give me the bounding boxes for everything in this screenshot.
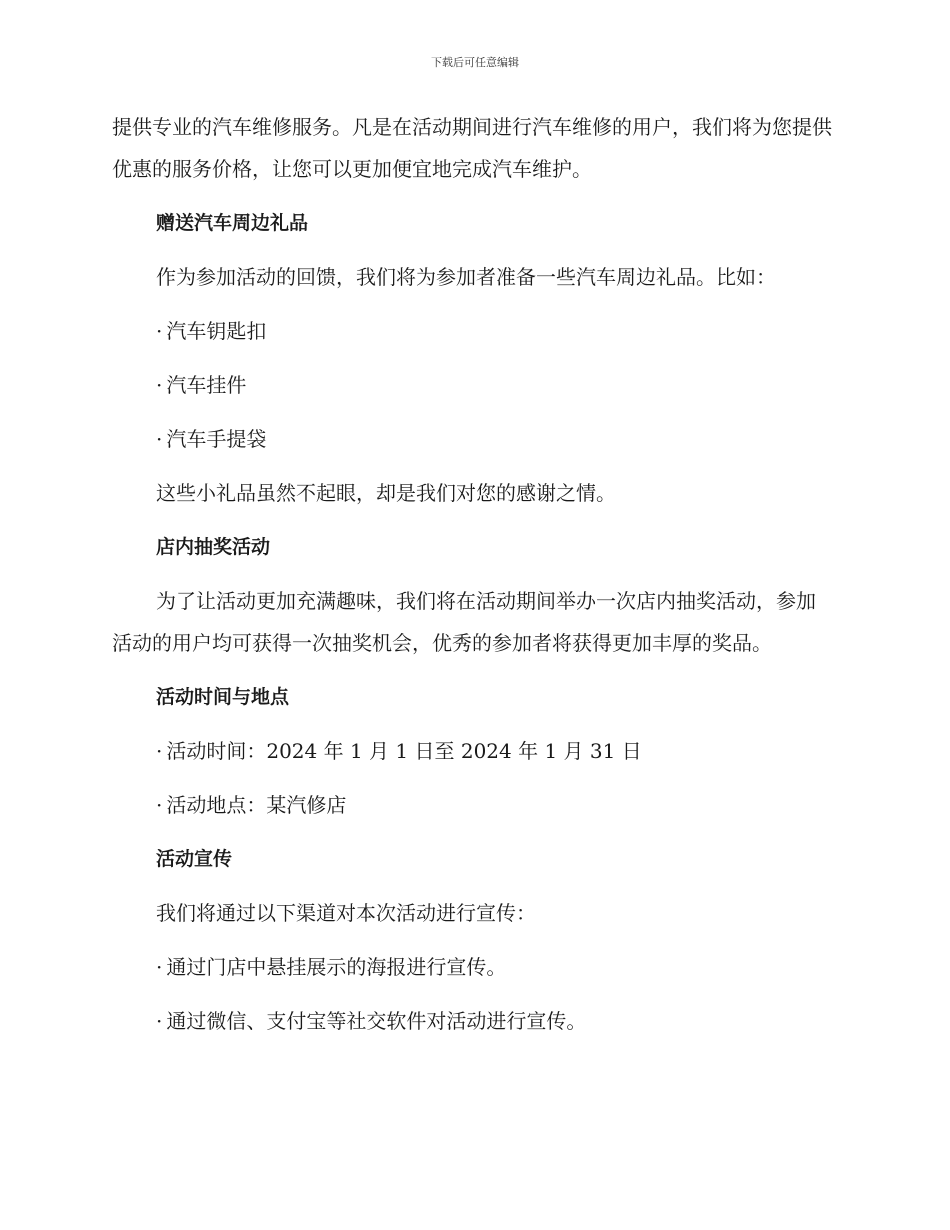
section-heading-time-place: 活动时间与地点 <box>156 686 290 708</box>
list-item: · 汽车挂件 <box>112 364 832 406</box>
list-item: · 通过门店中悬挂展示的海报进行宣传。 <box>112 946 832 988</box>
list-item: · 通过微信、支付宝等社交软件对活动进行宣传。 <box>112 1000 832 1042</box>
gift-intro: 作为参加活动的回馈，我们将为参加者准备一些汽车周边礼品。比如： <box>156 265 776 289</box>
section-heading-gift: 赠送汽车周边礼品 <box>156 212 309 234</box>
list-item: · 汽车钥匙扣 <box>112 310 832 352</box>
list-item: · 汽车手提袋 <box>112 418 832 460</box>
page-header: 下载后可任意编辑 <box>431 56 519 69</box>
section-heading-promo: 活动宣传 <box>156 848 233 870</box>
section-heading-lottery: 店内抽奖活动 <box>156 536 271 558</box>
list-item: · 活动地点：某汽修店 <box>112 784 832 826</box>
intro-paragraph: 提供专业的汽车维修服务。凡是在活动期间进行汽车维修的用户，我们将为您提供优惠的服务价格，让您可以更加便宜地完成汽车维护。 <box>112 115 832 181</box>
gift-outro: 这些小礼品虽然不起眼，却是我们对您的感谢之情。 <box>156 481 616 505</box>
list-item: · 活动时间：2024 年 1 月 1 日至 2024 年 1 月 31 日 <box>112 730 832 772</box>
lottery-paragraph: 为了让活动更加充满趣味，我们将在活动期间举办一次店内抽奖活动，参加活动的用户均可获得一次抽奖机会，优秀的参加者将获得更加丰厚的奖品。 <box>112 589 816 655</box>
promo-intro: 我们将通过以下渠道对本次活动进行宣传： <box>156 901 536 925</box>
document-body <box>112 106 832 1042</box>
